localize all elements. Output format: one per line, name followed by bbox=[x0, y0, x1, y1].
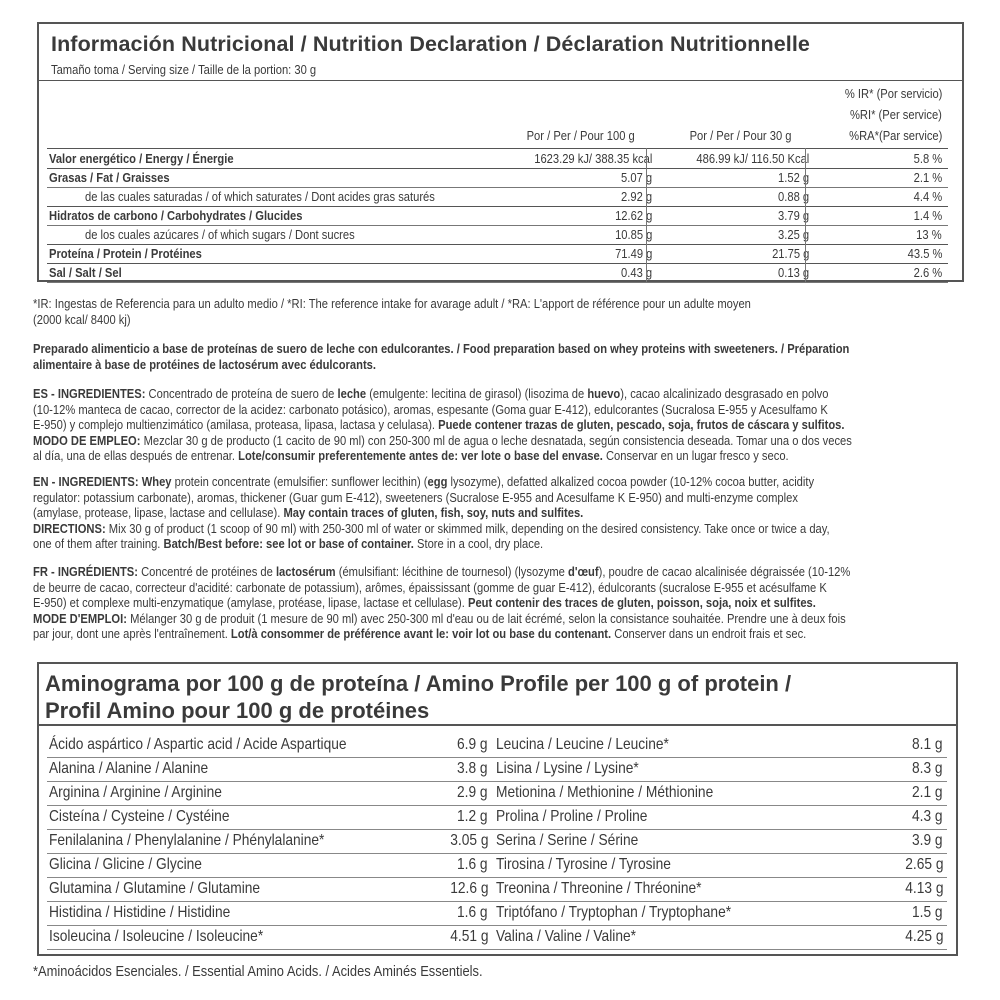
amino-value-text: 3.8 g bbox=[457, 760, 488, 777]
amino-name-text: Arginina / Arginine / Arginine bbox=[49, 784, 222, 801]
amino-value bbox=[452, 904, 488, 922]
amino-value bbox=[444, 928, 488, 946]
ingredients-en-heading: EN - INGREDIENTS: Whey bbox=[33, 474, 172, 489]
text: Mix 30 g of product (1 scoop of 90 ml) with 250-300 ml of water or skimmed milk, depending on the desired consistency. Take once or twice a day, bbox=[105, 520, 830, 536]
amino-value-text: 4.51 g bbox=[449, 928, 488, 945]
amino-value-text: 2.65 g bbox=[904, 856, 943, 873]
amino-value bbox=[444, 832, 488, 850]
ingredients-en bbox=[33, 474, 968, 552]
value-per-30g-text: 486.99 kJ/ 116.50 Kcal bbox=[696, 151, 809, 166]
amino-name bbox=[496, 784, 749, 802]
text: ), cacao alcalinizado desgrasado en polvo bbox=[620, 386, 829, 401]
amino-name bbox=[49, 736, 395, 754]
amino-row bbox=[492, 902, 947, 926]
serving-size bbox=[51, 62, 359, 77]
amino-name-text: Metionina / Methionine / Méthionine bbox=[496, 784, 714, 801]
amino-name-text: Alanina / Alanine / Alanine bbox=[49, 760, 209, 777]
amino-value-text: 2.1 g bbox=[912, 784, 943, 801]
amino-value bbox=[452, 808, 488, 826]
text: (émulsifiant: lécithine de tournesol) (lysozyme bbox=[335, 564, 569, 579]
nutrient-label bbox=[49, 170, 189, 185]
amino-value-text: 8.1 g bbox=[912, 736, 943, 753]
amino-name-text: Serina / Serine / Sérine bbox=[496, 832, 639, 849]
directions-heading: MODE D'EMPLOI: bbox=[33, 610, 127, 626]
nutrient-label-text: de los cuales azúcares / of which sugars / Dont sucres bbox=[85, 227, 355, 242]
value-ir-percent bbox=[909, 151, 942, 166]
text: ), poudre de cacao alcalinisée dégraissée (10-12% bbox=[598, 564, 851, 579]
amino-value-text: 1.6 g bbox=[457, 904, 488, 921]
batch-info: Batch/Best before: see lot or base of container. bbox=[163, 536, 414, 551]
nutrient-label bbox=[85, 227, 399, 242]
preparation-statement bbox=[33, 341, 968, 372]
amino-name bbox=[49, 880, 294, 898]
value-per-30g bbox=[773, 265, 809, 280]
amino-name-text: Histidina / Histidine / Histidine bbox=[49, 904, 231, 921]
text: par jour, dont une après l'entraînement. bbox=[33, 626, 231, 641]
allergen-warning: Puede contener trazas de gluten, pescado, soja, frutos de cáscara y sulfitos. bbox=[438, 417, 845, 432]
value-ir-percent bbox=[909, 208, 942, 223]
amino-value-text: 8.3 g bbox=[912, 760, 943, 777]
amino-name bbox=[496, 808, 672, 826]
amino-name bbox=[49, 856, 227, 874]
nutrition-row bbox=[47, 225, 948, 245]
value-ir-percent-text: 4.4 % bbox=[913, 189, 942, 204]
nutrient-label-text: de las cuales saturadas / of which saturates / Dont acides gras saturés bbox=[85, 189, 435, 204]
value-per-30g-text: 0.13 g bbox=[777, 265, 809, 280]
batch-info: Lot/à consommer de préférence avant le: voir lot ou base du contenant. bbox=[230, 626, 612, 641]
text: (emulgente: lecitina de girasol) (lisozima de bbox=[366, 386, 588, 401]
amino-name-text: Treonina / Threonine / Thréonine* bbox=[496, 880, 702, 897]
amino-row bbox=[492, 734, 947, 758]
amino-row bbox=[47, 926, 492, 950]
amino-value bbox=[899, 880, 943, 898]
text: regulator: potassium carbonate), aromas, thickener (Guar gum E-412), sweeteners (Sucralose E-955 and Acesulfame K E-950) and multi-enzyme complex bbox=[33, 489, 798, 505]
amino-value-text: 3.05 g bbox=[449, 832, 488, 849]
nutrition-table bbox=[37, 22, 964, 282]
value-per-100g bbox=[515, 151, 652, 166]
amino-name-text: Fenilalanina / Phenylalanine / Phénylalanine* bbox=[49, 832, 325, 849]
amino-name bbox=[496, 856, 699, 874]
amino-footnote-text: *Aminoácidos Esenciales. / Essential Amino Acids. / Acides Aminés Essentiels. bbox=[33, 963, 483, 980]
allergen: leche bbox=[337, 386, 367, 401]
amino-value-text: 4.13 g bbox=[904, 880, 943, 897]
nutrient-label-text: Sal / Salt / Sel bbox=[49, 265, 122, 280]
amino-name-text: Ácido aspártico / Aspartic acid / Acide Aspartique bbox=[49, 736, 347, 753]
value-ir-percent-text: 13 % bbox=[916, 227, 942, 242]
amino-profile-table bbox=[37, 662, 958, 956]
value-ir-percent-text: 2.6 % bbox=[913, 265, 942, 280]
nutrition-row bbox=[47, 187, 948, 207]
value-ir-percent-text: 5.8 % bbox=[913, 151, 942, 166]
text: Conservar en un lugar fresco y seco. bbox=[602, 448, 789, 463]
ingredients-fr bbox=[33, 564, 968, 642]
amino-name bbox=[496, 928, 659, 946]
directions-heading: DIRECTIONS: bbox=[33, 520, 106, 536]
amino-value-text: 4.3 g bbox=[912, 808, 943, 825]
amino-row bbox=[492, 782, 947, 806]
ir-footnote-line1: *IR: Ingestas de Referencia para un adulto medio / *RI: The reference intake for avarage adult / *RA: L'apport de référence pour un adulte moyen bbox=[33, 296, 751, 311]
amino-name-text: Glutamina / Glutamine / Glutamine bbox=[49, 880, 261, 897]
amino-row bbox=[492, 806, 947, 830]
nutrient-label-text: Proteína / Protein / Protéines bbox=[49, 246, 202, 261]
text: Mélanger 30 g de produit (1 mesure de 90 ml) avec 250-300 ml d'eau ou de lait écrémé, selon la consistance souhaitée. Prendre une à deux fois bbox=[126, 610, 846, 626]
value-per-100g-text: 12.62 g bbox=[614, 208, 652, 223]
column-divider bbox=[646, 148, 647, 282]
amino-footnote bbox=[33, 963, 556, 980]
amino-value-text: 1.2 g bbox=[457, 808, 488, 825]
allergen-warning: Peut contenir des traces de gluten, poisson, soja, noix et sulfites. bbox=[467, 595, 816, 610]
value-per-30g bbox=[773, 208, 809, 223]
text: Store in a cool, dry place. bbox=[413, 536, 544, 551]
value-per-100g-text: 10.85 g bbox=[614, 227, 652, 242]
serving-size-text: Tamaño toma / Serving size / Taille de la portion: 30 g bbox=[51, 62, 317, 77]
amino-name-text: Triptófano / Tryptophan / Tryptophane* bbox=[496, 904, 732, 921]
amino-row bbox=[492, 878, 947, 902]
text: de beurre de cacao, correcteur d'acidité: carbonate de potassium), arômes, épaississant (gomme de guar E-412), édulcorants (sucralose E-955 et acésulfame K bbox=[33, 579, 827, 595]
amino-row bbox=[492, 926, 947, 950]
nutrient-label bbox=[49, 208, 344, 223]
nutrient-label-text: Grasas / Fat / Graisses bbox=[49, 170, 170, 185]
text: lysozyme), defatted alkalized cocoa powder (10-12% cocoa butter, acidity bbox=[447, 474, 815, 489]
nutrition-title: Información Nutricional / Nutrition Declaration / Déclaration Nutritionnelle bbox=[51, 32, 810, 56]
amino-row bbox=[492, 830, 947, 854]
ir-header-fr-text: %RA*(Par service) bbox=[848, 128, 942, 143]
ir-footnote bbox=[33, 296, 968, 327]
amino-name bbox=[49, 904, 260, 922]
text: (10-12% manteca de cacao, corrector de la acidez: carbonato potásico), aromas, espesante (Goma guar E-412), edulcorantes (Sucralosa E-955 y Acesulfamo K bbox=[33, 401, 828, 417]
amino-name bbox=[496, 736, 697, 754]
value-ir-percent bbox=[912, 227, 942, 242]
amino-name bbox=[496, 760, 662, 778]
amino-value-text: 1.6 g bbox=[457, 856, 488, 873]
amino-value-text: 6.9 g bbox=[457, 736, 488, 753]
amino-row bbox=[47, 806, 492, 830]
nutrient-label bbox=[49, 246, 227, 261]
amino-value-text: 1.5 g bbox=[912, 904, 943, 921]
amino-row bbox=[47, 830, 492, 854]
ir-footnote-line2: (2000 kcal/ 8400 kj) bbox=[33, 311, 131, 327]
divider bbox=[37, 724, 958, 726]
text: Mezclar 30 g de producto (1 cacito de 90 ml) con 250-300 ml de agua o leche desnatada, según consistencia deseada. Tomar una o dos veces bbox=[140, 432, 852, 448]
value-per-100g-text: 2.92 g bbox=[620, 189, 652, 204]
amino-name-text: Cisteína / Cysteine / Cystéine bbox=[49, 808, 230, 825]
value-per-30g bbox=[773, 227, 809, 242]
value-ir-percent-text: 43.5 % bbox=[907, 246, 942, 261]
nutrient-label bbox=[49, 265, 134, 280]
value-per-30g-text: 3.79 g bbox=[777, 208, 809, 223]
nutrient-label bbox=[85, 189, 492, 204]
text: one of them after training. bbox=[33, 536, 164, 551]
ir-header-es bbox=[829, 86, 942, 101]
amino-name-text: Tirosina / Tyrosine / Tyrosine bbox=[496, 856, 671, 873]
value-ir-percent-text: 2.1 % bbox=[913, 170, 942, 185]
value-per-30g-text: 0.88 g bbox=[777, 189, 809, 204]
value-per-30g-text: 1.52 g bbox=[777, 170, 809, 185]
amino-value-text: 12.6 g bbox=[449, 880, 488, 897]
amino-row bbox=[492, 758, 947, 782]
amino-value-text: 2.9 g bbox=[457, 784, 488, 801]
preparation-line2: alimentaire à base de protéines de lactosérum avec édulcorants. bbox=[33, 356, 377, 372]
nutrient-label-text: Hidratos de carbono / Carbohydrates / Glucides bbox=[49, 208, 303, 223]
amino-title-line1: Aminograma por 100 g de proteína / Amino Profile per 100 g of protein / bbox=[45, 671, 792, 696]
amino-name-text: Glicina / Glicine / Glycine bbox=[49, 856, 202, 873]
nutrition-row bbox=[47, 149, 948, 169]
amino-title bbox=[45, 670, 791, 724]
amino-name bbox=[49, 760, 234, 778]
amino-name-text: Valina / Valine / Valine* bbox=[496, 928, 636, 945]
amino-row bbox=[47, 758, 492, 782]
ingredients-es-heading: ES - INGREDIENTES: bbox=[33, 386, 146, 401]
value-ir-percent bbox=[909, 265, 942, 280]
ingredients-es bbox=[33, 386, 968, 464]
value-per-100g-text: 1623.29 kJ/ 388.35 kcal bbox=[533, 151, 652, 166]
amino-row bbox=[492, 854, 947, 878]
ingredients-fr-heading: FR - INGRÉDIENTS: bbox=[33, 564, 138, 579]
allergen: d'œuf bbox=[568, 564, 599, 579]
value-ir-percent bbox=[909, 170, 942, 185]
amino-value-text: 4.25 g bbox=[904, 928, 943, 945]
allergen: lactosérum bbox=[275, 564, 336, 579]
text: Concentrado de proteína de suero de bbox=[145, 386, 338, 401]
value-ir-percent bbox=[909, 189, 942, 204]
amino-row bbox=[47, 782, 492, 806]
amino-name bbox=[496, 832, 661, 850]
text: al día, una de ellas después de entrenar. bbox=[33, 448, 239, 463]
amino-value bbox=[452, 760, 488, 778]
amino-name bbox=[49, 784, 250, 802]
allergen: huevo bbox=[587, 386, 621, 401]
allergen-warning: May contain traces of gluten, fish, soy, nuts and sulfites. bbox=[283, 505, 584, 520]
text: (amylase, protease, lipase, lactase and cellulase). bbox=[33, 505, 284, 520]
amino-name bbox=[49, 832, 369, 850]
nutrition-row bbox=[47, 263, 948, 283]
text: Concentré de protéines de bbox=[137, 564, 276, 579]
amino-name bbox=[496, 904, 769, 922]
column-divider bbox=[805, 148, 806, 282]
text: E-950) et complexe multi-enzymatique (amylase, protéase, lipase, lactase et cellulase). bbox=[33, 595, 468, 610]
column-header-100g-text: Por / Per / Pour 100 g bbox=[526, 128, 635, 143]
nutrition-row bbox=[47, 206, 948, 226]
amino-name-text: Prolina / Proline / Proline bbox=[496, 808, 648, 825]
value-ir-percent-text: 1.4 % bbox=[913, 208, 942, 223]
value-per-100g-text: 0.43 g bbox=[620, 265, 652, 280]
nutrient-label-text: Valor energético / Energy / Énergie bbox=[49, 151, 234, 166]
value-per-30g bbox=[766, 246, 809, 261]
ir-header-es-text: % IR* (Por servicio) bbox=[844, 86, 942, 101]
amino-value bbox=[899, 856, 943, 874]
amino-value bbox=[452, 784, 488, 802]
value-per-30g-text: 21.75 g bbox=[771, 246, 809, 261]
value-per-100g-text: 5.07 g bbox=[620, 170, 652, 185]
value-per-30g bbox=[773, 170, 809, 185]
nutrition-row bbox=[47, 168, 948, 188]
nutrient-label bbox=[49, 151, 264, 166]
amino-value bbox=[907, 760, 943, 778]
amino-value-text: 3.9 g bbox=[912, 832, 943, 849]
text: protein concentrate (emulsifier: sunflower lecithin) ( bbox=[171, 474, 428, 489]
amino-row bbox=[47, 902, 492, 926]
column-header-30g-text: Por / Per / Pour 30 g bbox=[690, 128, 792, 143]
amino-value bbox=[452, 856, 488, 874]
amino-value bbox=[907, 784, 943, 802]
divider bbox=[39, 80, 962, 81]
amino-value bbox=[907, 736, 943, 754]
preparation-line1: Preparado alimenticio a base de proteínas de suero de leche con edulcorantes. / Food preparation based on whey proteins with sweeteners. / Préparation bbox=[33, 341, 850, 356]
amino-value bbox=[452, 736, 488, 754]
amino-row bbox=[47, 734, 492, 758]
amino-name-text: Leucina / Leucine / Leucine* bbox=[496, 736, 669, 753]
value-per-100g-text: 71.49 g bbox=[614, 246, 652, 261]
amino-name bbox=[496, 880, 735, 898]
value-ir-percent bbox=[902, 246, 942, 261]
allergen: egg bbox=[427, 474, 448, 489]
ir-header-en bbox=[835, 107, 942, 122]
amino-value bbox=[907, 832, 943, 850]
amino-row bbox=[47, 878, 492, 902]
nutrition-row bbox=[47, 244, 948, 264]
value-per-30g-text: 3.25 g bbox=[777, 227, 809, 242]
text: Conserver dans un endroit frais et sec. bbox=[611, 626, 807, 641]
column-header-30g bbox=[673, 128, 792, 143]
amino-row bbox=[47, 854, 492, 878]
amino-value bbox=[907, 808, 943, 826]
ir-header-en-text: %RI* (Per service) bbox=[850, 107, 942, 122]
amino-value bbox=[444, 880, 488, 898]
value-per-30g bbox=[773, 189, 809, 204]
amino-name-text: Isoleucina / Isoleucine / Isoleucine* bbox=[49, 928, 264, 945]
amino-value bbox=[907, 904, 943, 922]
amino-name bbox=[49, 808, 259, 826]
ir-header-fr bbox=[834, 128, 942, 143]
text: E-950) y complejo multienzimático (amilasa, proteasa, lipasa, lactasa y celulasa). bbox=[33, 417, 439, 432]
directions-heading: MODO DE EMPLEO: bbox=[33, 432, 141, 448]
value-per-30g bbox=[678, 151, 809, 166]
amino-value bbox=[899, 928, 943, 946]
amino-title-line2: Profil Amino pour 100 g de protéines bbox=[45, 698, 430, 723]
amino-name-text: Lisina / Lysine / Lysine* bbox=[496, 760, 639, 777]
amino-name bbox=[49, 928, 298, 946]
batch-info: Lote/consumir preferentemente antes de: ver lote o base del envase. bbox=[238, 448, 603, 463]
column-header-100g bbox=[509, 128, 635, 143]
